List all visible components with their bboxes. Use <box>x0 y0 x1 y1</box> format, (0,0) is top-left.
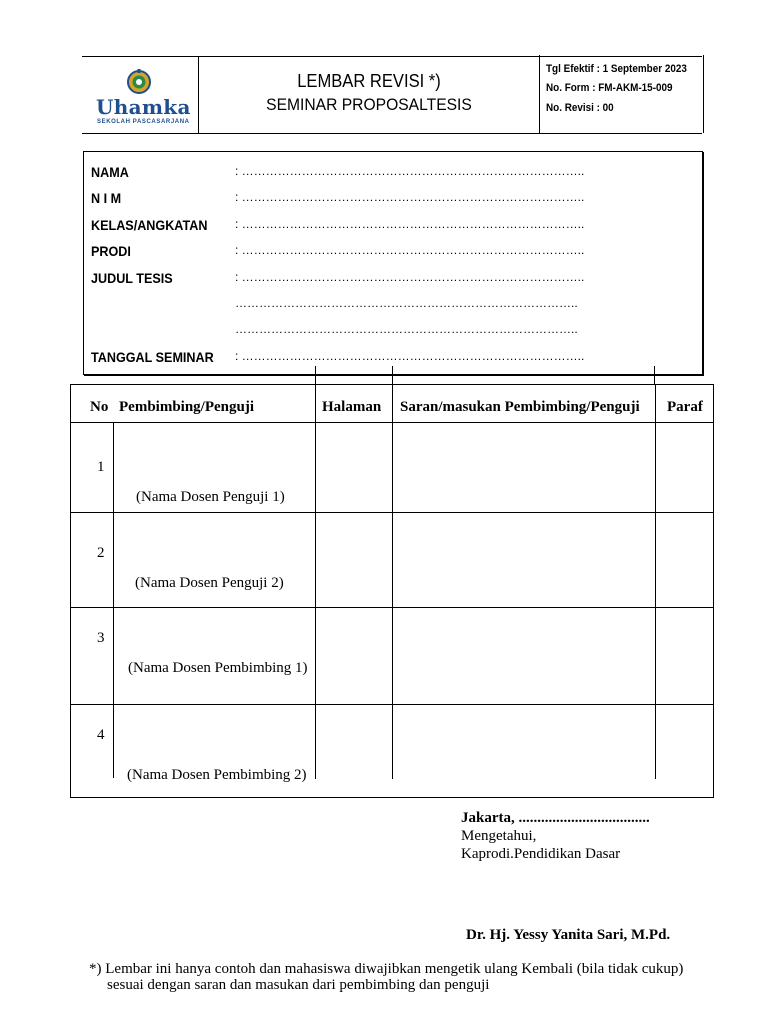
form-title: LEMBAR REVISI *) <box>297 71 441 91</box>
row-examiner-name: (Nama Dosen Pembimbing 1) <box>128 660 308 676</box>
row-number: 1 <box>97 459 105 475</box>
field-prodi[interactable] <box>84 243 702 263</box>
field-blank[interactable]: : ………………………………………………………………………….. <box>235 243 585 257</box>
logo-subtext: SEKOLAH PASCASARJANA <box>97 119 190 125</box>
table-rule <box>392 385 393 779</box>
row-number: 2 <box>97 545 105 561</box>
revision-table <box>70 384 714 798</box>
table-rule <box>113 422 114 778</box>
field-blank[interactable]: : ………………………………………………………………………….. <box>235 190 585 204</box>
field-blank[interactable]: : ………………………………………………………………………….. <box>235 270 585 284</box>
acknowledged-label: Mengetahui, <box>461 828 537 844</box>
place-date[interactable]: Jakarta, ................................... <box>461 810 650 826</box>
field-label: JUDUL TESIS <box>91 270 173 286</box>
field-blank[interactable]: ………………………………………………………………………….. <box>235 296 578 310</box>
logo-cell <box>82 57 199 133</box>
signer-position: Kaprodi.Pendidikan Dasar <box>461 846 621 862</box>
field-judul-tesis-line3[interactable] <box>84 322 702 342</box>
field-blank[interactable]: ………………………………………………………………………….. <box>235 322 578 336</box>
footnote-line1: *) Lembar ini hanya contoh dan mahasiswa diwajibkan mengetik ulang Kembali (bila tidak cukup) <box>89 961 684 977</box>
title-cell <box>199 57 539 133</box>
form-number: No. Form : FM-AKM-15-009 <box>546 82 673 94</box>
field-kelas-angkatan[interactable] <box>84 217 702 237</box>
field-blank[interactable]: : ………………………………………………………………………….. <box>235 349 585 363</box>
effective-date: Tgl Efektif : 1 September 2023 <box>546 63 687 75</box>
header-halaman: Halaman <box>322 399 382 415</box>
column-tick <box>654 366 655 384</box>
header-pembimbing-penguji: Pembimbing/Penguji <box>119 399 255 415</box>
column-tick <box>315 366 316 384</box>
identity-box <box>83 151 703 375</box>
column-tick <box>392 366 393 384</box>
header-paraf: Paraf <box>667 399 703 415</box>
field-judul-tesis-line2[interactable] <box>84 296 702 316</box>
field-judul-tesis[interactable] <box>84 270 702 290</box>
form-subtitle: SEMINAR PROPOSALTESIS <box>266 95 472 114</box>
field-nama[interactable] <box>84 164 702 184</box>
table-rule <box>655 385 656 779</box>
form-meta-cell <box>539 55 704 133</box>
row-number: 3 <box>97 630 105 646</box>
field-label: TANGGAL SEMINAR <box>91 349 214 365</box>
row-examiner-name: (Nama Dosen Penguji 1) <box>136 489 285 505</box>
row-examiner-name: (Nama Dosen Penguji 2) <box>135 575 284 591</box>
field-nim[interactable] <box>84 190 702 210</box>
footnote-line2: sesuai dengan saran dan masukan dari pembimbing dan penguji <box>107 977 490 993</box>
header-no: No <box>90 399 109 415</box>
row-examiner-name: (Nama Dosen Pembimbing 2) <box>127 767 307 783</box>
field-blank[interactable]: : ………………………………………………………………………….. <box>235 164 585 178</box>
field-blank[interactable]: : ………………………………………………………………………….. <box>235 217 585 231</box>
field-label: KELAS/ANGKATAN <box>91 217 208 233</box>
header-saran: Saran/masukan Pembimbing/Penguji <box>400 399 640 415</box>
logo-text: Uhamka <box>96 95 191 119</box>
row-number: 4 <box>97 727 105 743</box>
field-label: N I M <box>91 190 122 206</box>
field-label: NAMA <box>91 164 129 180</box>
field-tanggal-seminar[interactable] <box>84 349 702 369</box>
signer-name: Dr. Hj. Yessy Yanita Sari, M.Pd. <box>466 927 671 943</box>
field-label: PRODI <box>91 243 131 259</box>
table-rule <box>315 385 316 779</box>
revision-number: No. Revisi : 00 <box>546 102 614 114</box>
form-header <box>82 56 702 134</box>
